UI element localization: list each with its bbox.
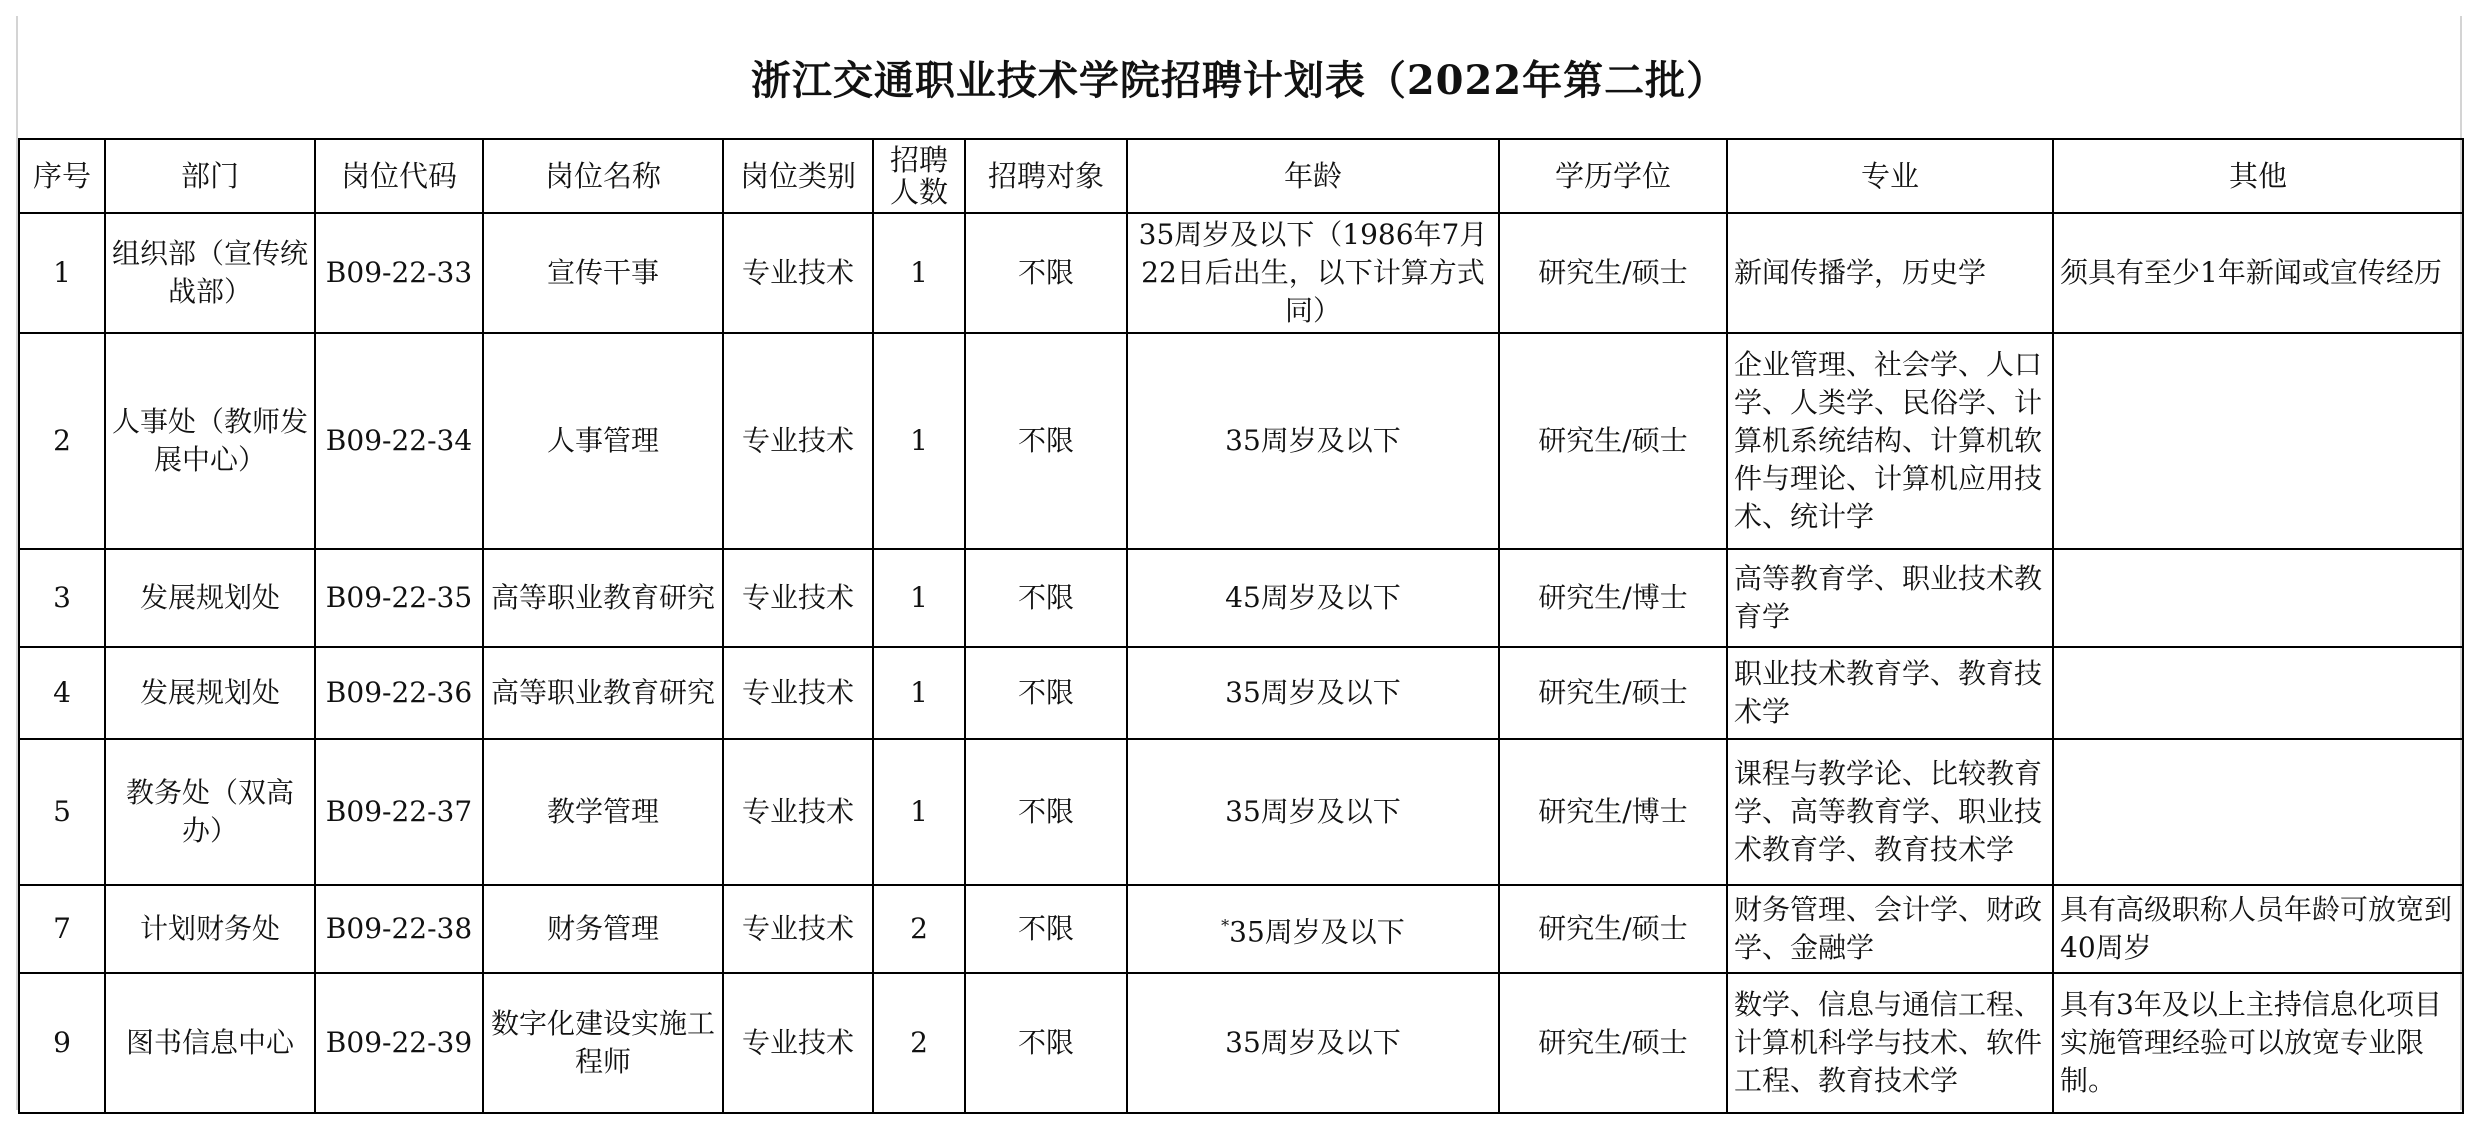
cell-other xyxy=(2053,333,2463,549)
cell-age: 45周岁及以下 xyxy=(1127,549,1499,647)
header-edu: 学历学位 xyxy=(1499,139,1727,213)
cell-count: 1 xyxy=(873,333,965,549)
cell-target: 不限 xyxy=(965,213,1127,333)
cell-count: 1 xyxy=(873,213,965,333)
cell-other xyxy=(2053,647,2463,739)
table-row xyxy=(19,973,2463,1113)
table-row xyxy=(19,549,2463,647)
cell-other xyxy=(2053,739,2463,885)
cell-dept: 发展规划处 xyxy=(105,549,315,647)
header-other: 其他 xyxy=(2053,139,2463,213)
cell-code: B09-22-34 xyxy=(315,333,483,549)
header-type: 岗位类别 xyxy=(723,139,873,213)
cell-target: 不限 xyxy=(965,549,1127,647)
header-target: 招聘对象 xyxy=(965,139,1127,213)
cell-other: 具有高级职称人员年龄可放宽到40周岁 xyxy=(2053,885,2463,973)
cell-type: 专业技术 xyxy=(723,549,873,647)
cell-no: 5 xyxy=(19,739,105,885)
cell-major: 课程与教学论、比较教育学、高等教育学、职业技术教育学、教育技术学 xyxy=(1727,739,2053,885)
table-row xyxy=(19,739,2463,885)
cell-dept: 发展规划处 xyxy=(105,647,315,739)
cell-target: 不限 xyxy=(965,973,1127,1113)
cell-count: 1 xyxy=(873,647,965,739)
cell-edu: 研究生/博士 xyxy=(1499,549,1727,647)
cell-target: 不限 xyxy=(965,333,1127,549)
cell-code: B09-22-33 xyxy=(315,213,483,333)
cell-other: 须具有至少1年新闻或宣传经历 xyxy=(2053,213,2463,333)
cell-major: 高等教育学、职业技术教育学 xyxy=(1727,549,2053,647)
cell-name: 高等职业教育研究 xyxy=(483,549,723,647)
cell-major: 财务管理、会计学、财政学、金融学 xyxy=(1727,885,2053,973)
cell-other: 具有3年及以上主持信息化项目实施管理经验可以放宽专业限制。 xyxy=(2053,973,2463,1113)
cell-edu: 研究生/硕士 xyxy=(1499,973,1727,1113)
cell-dept: 组织部（宣传统战部） xyxy=(105,213,315,333)
cell-name: 人事管理 xyxy=(483,333,723,549)
cell-dept: 教务处（双高办） xyxy=(105,739,315,885)
table-row xyxy=(19,333,2463,549)
cell-target: 不限 xyxy=(965,739,1127,885)
spreadsheet xyxy=(16,16,2462,1110)
header-code: 岗位代码 xyxy=(315,139,483,213)
cell-no: 4 xyxy=(19,647,105,739)
cell-name: 财务管理 xyxy=(483,885,723,973)
cell-no: 1 xyxy=(19,213,105,333)
cell-count: 1 xyxy=(873,739,965,885)
cell-code: B09-22-39 xyxy=(315,973,483,1113)
cell-name: 教学管理 xyxy=(483,739,723,885)
header-age: 年龄 xyxy=(1127,139,1499,213)
header-no: 序号 xyxy=(19,139,105,213)
header-name: 岗位名称 xyxy=(483,139,723,213)
cell-major: 新闻传播学，历史学 xyxy=(1727,213,2053,333)
cell-age: 35周岁及以下 xyxy=(1127,739,1499,885)
cell-edu: 研究生/硕士 xyxy=(1499,213,1727,333)
cell-edu: 研究生/博士 xyxy=(1499,739,1727,885)
cell-count: 2 xyxy=(873,885,965,973)
cell-dept: 图书信息中心 xyxy=(105,973,315,1113)
cell-name: 宣传干事 xyxy=(483,213,723,333)
cell-edu: 研究生/硕士 xyxy=(1499,647,1727,739)
page-title: 浙江交通职业技术学院招聘计划表（2022年第二批） xyxy=(750,56,1728,104)
table-row xyxy=(19,885,2463,973)
cell-name: 高等职业教育研究 xyxy=(483,647,723,739)
cell-major: 企业管理、社会学、人口学、人类学、民俗学、计算机系统结构、计算机软件与理论、计算机应用技术、统计学 xyxy=(1727,333,2053,549)
cell-major: 职业技术教育学、教育技术学 xyxy=(1727,647,2053,739)
cell-dept: 人事处（教师发展中心） xyxy=(105,333,315,549)
recruitment-table xyxy=(18,138,2464,1114)
cell-type: 专业技术 xyxy=(723,739,873,885)
header-count: 招聘人数 xyxy=(873,139,965,213)
cell-code: B09-22-37 xyxy=(315,739,483,885)
cell-age: 35周岁及以下 xyxy=(1127,647,1499,739)
cell-no: 3 xyxy=(19,549,105,647)
cell-type: 专业技术 xyxy=(723,647,873,739)
cell-target: 不限 xyxy=(965,647,1127,739)
cell-dept: 计划财务处 xyxy=(105,885,315,973)
cell-major: 数学、信息与通信工程、计算机科学与技术、软件工程、教育技术学 xyxy=(1727,973,2053,1113)
cell-age xyxy=(1127,885,1499,973)
cell-type: 专业技术 xyxy=(723,213,873,333)
title-row xyxy=(18,16,2460,138)
cell-edu: 研究生/硕士 xyxy=(1499,885,1727,973)
footnote-mark: * xyxy=(1221,915,1230,935)
cell-no: 2 xyxy=(19,333,105,549)
cell-age: 35周岁及以下 xyxy=(1127,973,1499,1113)
cell-age: 35周岁及以下（1986年7月22日后出生，以下计算方式同） xyxy=(1127,213,1499,333)
header-major: 专业 xyxy=(1727,139,2053,213)
cell-no: 7 xyxy=(19,885,105,973)
cell-age-text: 35周岁及以下 xyxy=(1229,915,1405,949)
cell-no: 9 xyxy=(19,973,105,1113)
table-row xyxy=(19,647,2463,739)
header-row xyxy=(19,139,2463,213)
cell-count: 1 xyxy=(873,549,965,647)
cell-code: B09-22-36 xyxy=(315,647,483,739)
cell-age: 35周岁及以下 xyxy=(1127,333,1499,549)
cell-target: 不限 xyxy=(965,885,1127,973)
cell-code: B09-22-35 xyxy=(315,549,483,647)
cell-other xyxy=(2053,549,2463,647)
cell-count: 2 xyxy=(873,973,965,1113)
cell-name: 数字化建设实施工程师 xyxy=(483,973,723,1113)
cell-edu: 研究生/硕士 xyxy=(1499,333,1727,549)
table-row xyxy=(19,213,2463,333)
cell-type: 专业技术 xyxy=(723,885,873,973)
header-dept: 部门 xyxy=(105,139,315,213)
cell-code: B09-22-38 xyxy=(315,885,483,973)
cell-type: 专业技术 xyxy=(723,973,873,1113)
cell-type: 专业技术 xyxy=(723,333,873,549)
